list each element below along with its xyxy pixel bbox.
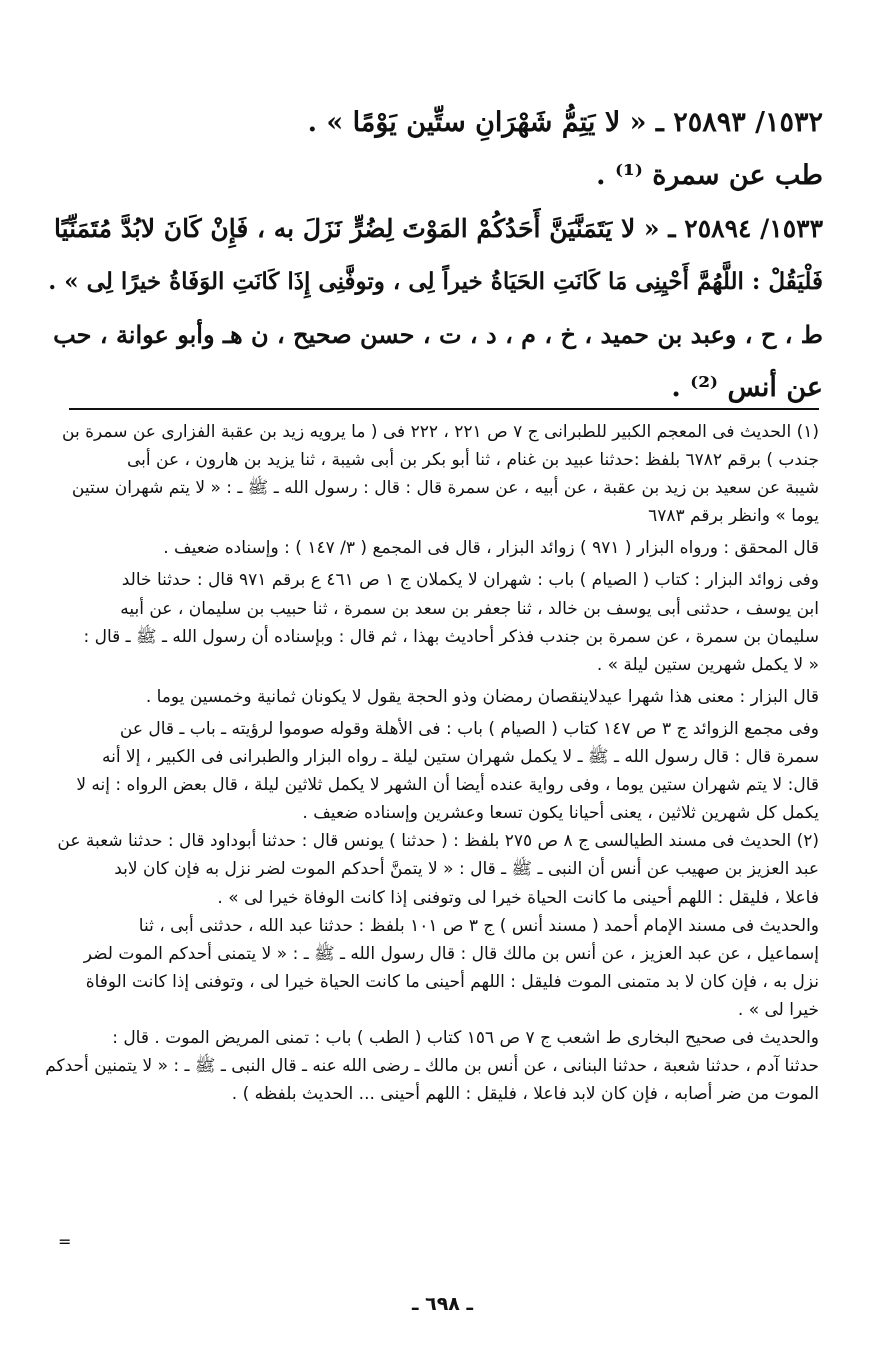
footnote-line: الموت من ضر أصابه ، فإن كان لابد فاعلا ، فليقل : اللهم أحينى ... الحديث بلفظه ) . bbox=[231, 1084, 819, 1105]
continuation-mark: = bbox=[58, 1232, 72, 1251]
hadith-1532-line: ١٥٣٢/ ٢٥٨٩٣ ـ « لا يَتِمُّ شَهْرَانِ ستِّين يَوْمًا » . bbox=[307, 107, 823, 138]
footnote-line: (١) الحديث فى المعجم الكبير للطبرانى ج ٧ ص ٢٢١ ، ٢٢٢ فى ( ما يرويه زيد بن عقبة الفزارى عن سمرة بن bbox=[62, 422, 819, 442]
footnote-line: وفى مجمع الزوائد ج ٣ ص ١٤٧ كتاب ( الصيام ) باب : فى الأهلة وقوله صوموا لرؤيته ـ باب ـ قال عن bbox=[119, 718, 819, 739]
footnote-line: جندب ) برقم ٦٧٨٢ بلفظ :حدثنا عبيد بن غنام ، ثنا أبو بكر بن أبى شيبة ، ثنا يزيد بن هارون ، عن أبى bbox=[127, 450, 819, 471]
footnote-line: يكمل كل شهرين ثلاثين ، يعنى أحيانا يكون تسعا وعشرين وإسناده ضعيف . bbox=[302, 803, 819, 824]
footnote-line: قال المحقق : ورواه البزار ( ٩٧١ ) زوائد البزار ، قال فى المجمع ( ٣/ ١٤٧ ) : وإسناده ضعيف . bbox=[163, 538, 819, 559]
footnote-line: سليمان بن سمرة ، عن سمرة بن جندب فذكر أحاديث بهذا ، ثم قال : وبإسناده أن رسول الله ـ ﷺ ـ قال : bbox=[83, 626, 819, 647]
footnote-line: وفى زوائد البزار : كتاب ( الصيام ) باب : شهران لا يكملان ج ١ ص ٤٦١ ع برقم ٩٧١ قال : حدثنا خالد bbox=[121, 570, 819, 591]
footnote-line: شيبة عن سعيد بن زيد بن عقبة ، عن أبيه ، عن سمرة قال : قال : رسول الله ـ ﷺ ـ : « لا يتم شهران ستين bbox=[71, 478, 819, 499]
footnotes bbox=[42, 418, 819, 1108]
footnote-line: قال: لا يتم شهران ستين يوما ، وفى رواية عنده أيضا أن الشهر لا يكمل ثلاثين ليلة ، قال بعض الرواه : إنه لا bbox=[76, 775, 819, 796]
hadith-main-text bbox=[42, 96, 823, 414]
page-number: ـ ٦٩٨ ـ bbox=[411, 1293, 473, 1315]
hadith-1533-line-2: فَلْيَقُلْ : اللَّهُمَّ أَحْيِنِى مَا كَانَتِ الحَيَاةُ خيراً لِى ، وتوفَّنِى إِذَا كَانَتِ الوَفَاةُ خيرًا لِى » . bbox=[48, 268, 823, 295]
footnote-separator bbox=[69, 408, 819, 410]
hadith-1532-source: طب عن سمرة ⁽¹⁾ . bbox=[596, 160, 823, 191]
footnote-line: « لا يكمل شهرين ستين ليلة » . bbox=[596, 654, 819, 675]
footnote-line: يوما » وانظر برقم ٦٧٨٣ bbox=[648, 506, 819, 527]
hadith-1533-line-1: ١٥٣٣/ ٢٥٨٩٤ ـ « لا يَتَمَنَّيَنَّ أَحَدُكُمْ المَوْتَ لِضُرٍّ نَزَلَ به ، فَإِنْ كَانَ لابُدَّ مُتَمَنِّيًا bbox=[53, 214, 823, 243]
footnote-line: والحديث فى صحيح البخارى ط اشعب ج ٧ ص ١٥٦ كتاب ( الطب ) باب : تمنى المريض الموت . قال : bbox=[112, 1027, 819, 1048]
footnote-line: عبد العزيز بن صهيب عن أنس أن النبى ـ ﷺ ـ قال : « لا يتمنَّ أحدكم الموت لضر نزل به فإن كان لابد bbox=[114, 859, 819, 880]
footnote-line: سمرة قال : قال رسول الله ـ ﷺ ـ لا يكمل شهران ستين ليلة ـ رواه البزار والطبرانى فى الكبير ، إلا أنه bbox=[102, 747, 819, 768]
footnote-line: إسماعيل ، عن عبد العزيز ، عن أنس بن مالك قال : قال رسول الله ـ ﷺ ـ : « لا يتمنى أحدكم الموت لضر bbox=[83, 943, 819, 964]
footnote-line: ابن يوسف ، حدثنى أبى يوسف بن خالد ، ثنا جعفر بن سعد بن سمرة ، ثنا حبيب بن سليمان ، عن أبيه bbox=[120, 598, 819, 619]
footnote-line: خيرا لى » . bbox=[737, 999, 819, 1020]
footnote-line: والحديث فى مسند الإمام أحمد ( مسند أنس ) ج ٣ ص ١٠١ بلفظ : حدثنا عبد الله ، حدثنى أبى ، ثنا bbox=[138, 915, 819, 936]
hadith-1533-sources-line-1: ط ، ح ، وعبد بن حميد ، خ ، م ، د ، ت ، حسن صحيح ، ن هـ وأبو عوانة ، حب bbox=[53, 320, 823, 349]
footnote-line: حدثنا آدم ، حدثنا شعبة ، حدثنا البنانى ، عن أنس بن مالك ـ رضى الله عنه ـ قال النبى ـ ﷺ ـ : « لا يتمنين أحدكم bbox=[45, 1056, 819, 1077]
footnote-line: قال البزار : معنى هذا شهرا عيدلاينقصان رمضان وذو الحجة يقول لا يكونان ثمانية وخمسين يوما . bbox=[145, 686, 819, 707]
hadith-1533-sources-line-2: عن أنس ⁽²⁾ . bbox=[671, 372, 823, 403]
footnote-line: نزل به ، فإن كان لا بد متمنى الموت فليقل : اللهم أحينى ما كانت الحياة خيرا لى ، وتوفنى إذا كانت الوفاة bbox=[85, 971, 819, 992]
footnote-line: فاعلا ، فليقل : اللهم أحينى ما كانت الحياة خيرا لى وتوفنى إذا كانت الوفاة خيرا لى » . bbox=[217, 887, 819, 908]
footnote-line: (٢) الحديث فى مسند الطيالسى ج ٨ ص ٢٧٥ بلفظ : ( حدثنا ) يونس قال : حدثنا أبوداود قال : حدثنا شعبة عن bbox=[57, 831, 819, 852]
